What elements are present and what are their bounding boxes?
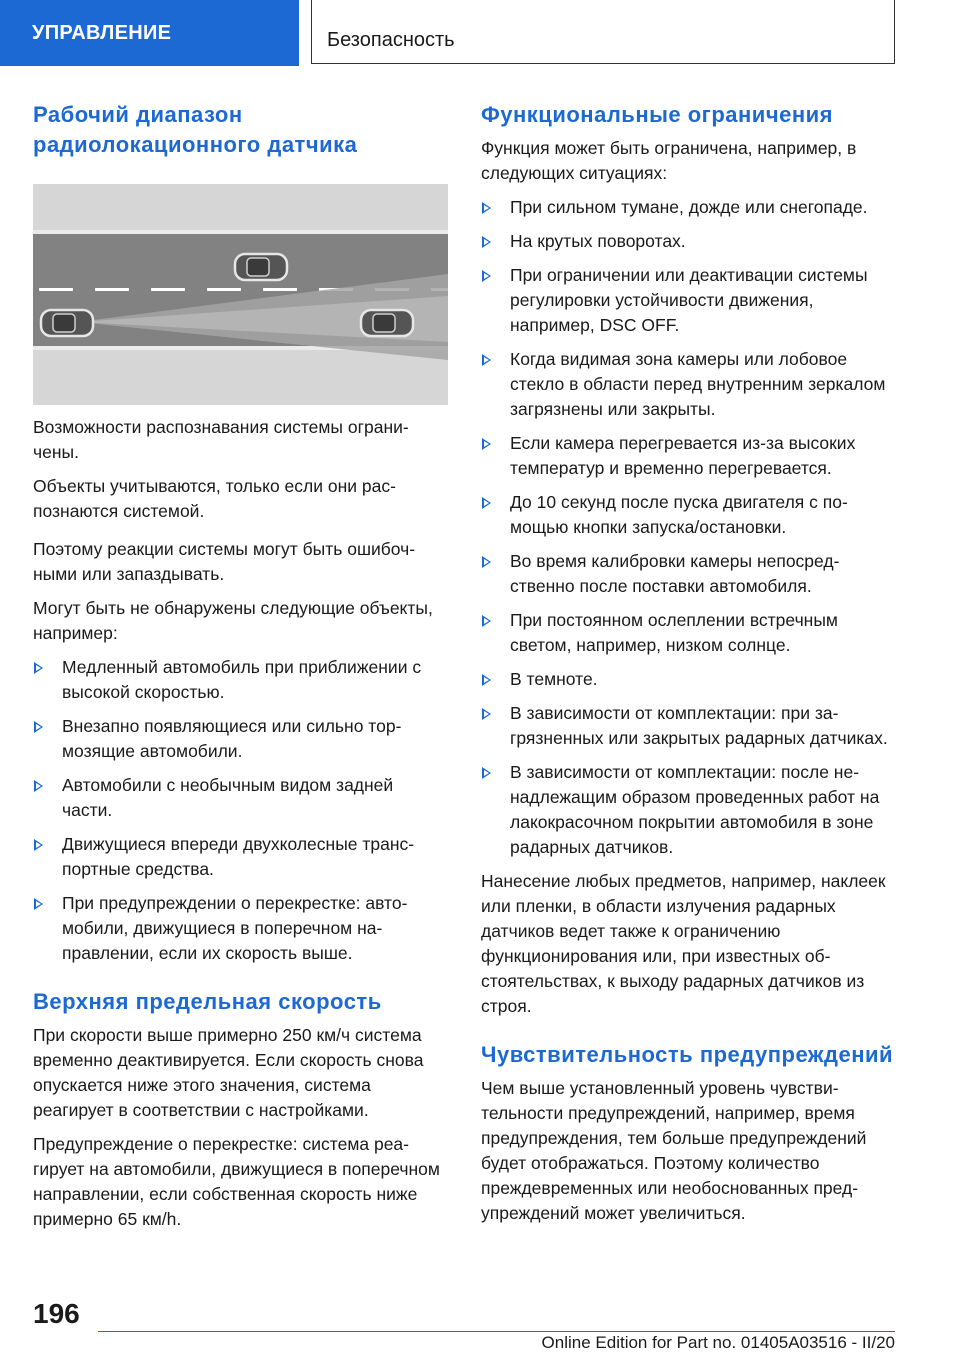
- triangle-bullet-icon: [482, 556, 491, 568]
- list-item-text: В зависимости от комплектации: при загрязненных или закрытых радарных датчиках.: [510, 703, 888, 748]
- list-item: [33, 832, 448, 882]
- paragraph: Возможности распознавания системы ограничены.: [33, 417, 409, 462]
- heading-warning-sensitivity: Чувствительность предупреждений: [481, 1042, 894, 1067]
- list-item-text: Движущиеся впереди двухколесные транспортные средства.: [62, 834, 415, 879]
- list-item: [33, 891, 448, 966]
- list-item-text: Когда видимая зона камеры или лобовое стекло в области перед внутренним зеркалом загрязнены или закрыты.: [510, 349, 886, 419]
- list-item: [33, 655, 448, 705]
- function-limits-list: [481, 195, 896, 860]
- list-item: [33, 714, 448, 764]
- list-item: [481, 701, 896, 751]
- list-item-text: В зависимости от комплектации: после ненадлежащим образом проведенных работ на лакокрасочном покрытии автомобиля в зоне радарных датчиков.: [510, 762, 880, 857]
- list-item: [481, 667, 896, 692]
- page-number: 196: [33, 1298, 80, 1329]
- triangle-bullet-icon: [482, 236, 491, 248]
- ego-car: [41, 310, 93, 336]
- subsection-title: Безопасность: [311, 0, 895, 64]
- footer-divider: [98, 1331, 895, 1332]
- car-ahead-same-lane: [361, 310, 413, 336]
- triangle-bullet-icon: [482, 674, 491, 686]
- list-item: [481, 431, 896, 481]
- list-item-text: Во время калибровки камеры непосредственно после поставки автомобиля.: [510, 551, 840, 596]
- paragraph: Функция может быть ограничена, например, в следующих ситуациях:: [481, 138, 857, 183]
- triangle-bullet-icon: [482, 708, 491, 720]
- list-item: [481, 263, 896, 338]
- car-ahead-adjacent-lane: [235, 254, 287, 280]
- list-item-text: Внезапно появляющиеся или сильно тормозящие автомобили.: [62, 716, 402, 761]
- list-item: [481, 549, 896, 599]
- paragraph: Чем выше установленный уровень чувствительности предупреждений, например, время предупреждения, тем больше предупреждений будет отображаться. Поэтому количество преждевременных или необоснованных предупреждений может увеличиться.: [481, 1078, 867, 1223]
- paragraph: Предупреждение о перекрестке: система реагирует на автомобили, движущиеся в поперечном направлении, если собственная скорость ниже примерно 65 км/h.: [33, 1134, 440, 1229]
- list-item: [481, 195, 896, 220]
- triangle-bullet-icon: [34, 780, 43, 792]
- heading-function-limits: Функциональные ограничения: [481, 102, 833, 127]
- triangle-bullet-icon: [34, 839, 43, 851]
- triangle-bullet-icon: [482, 497, 491, 509]
- list-item-text: При предупреждении о перекрестке: автомобили, движущиеся в поперечном направлении, если их скорость выше.: [62, 893, 408, 963]
- list-item-text: Если камера перегревается из-за высоких температур и временно перегревается.: [510, 433, 856, 478]
- list-item: [481, 608, 896, 658]
- list-item: [33, 773, 448, 823]
- section-tab: УПРАВЛЕНИЕ: [0, 0, 299, 66]
- heading-upper-speed-limit: Верхняя предельная скорость: [33, 989, 382, 1014]
- paragraph: Объекты учитываются, только если они распознаются системой.: [33, 476, 396, 521]
- list-item-text: При ограничении или деактивации системы регулировки устойчивости движения, например, DSC OFF.: [510, 265, 868, 335]
- left-column: [33, 100, 448, 1232]
- list-item-text: На крутых поворотах.: [510, 231, 686, 251]
- triangle-bullet-icon: [482, 767, 491, 779]
- triangle-bullet-icon: [34, 721, 43, 733]
- list-item-text: При сильном тумане, дожде или снегопаде.: [510, 197, 868, 217]
- list-item: [481, 347, 896, 422]
- right-column: [481, 100, 896, 1226]
- triangle-bullet-icon: [482, 438, 491, 450]
- paragraph: Могут быть не обнаружены следующие объекты, например:: [33, 598, 433, 643]
- list-item-text: При постоянном ослеплении встречным светом, например, низком солнце.: [510, 610, 838, 655]
- list-item-text: До 10 секунд после пуска двигателя с помощью кнопки запуска/остановки.: [510, 492, 848, 537]
- list-item: [481, 760, 896, 860]
- list-item: [481, 490, 896, 540]
- list-item-text: Автомобили с необычным видом задней части.: [62, 775, 394, 820]
- undetected-objects-list: [33, 655, 448, 966]
- triangle-bullet-icon: [482, 270, 491, 282]
- heading-sensor-range: Рабочий диапазон радиолокационного датчика: [33, 102, 358, 157]
- triangle-bullet-icon: [482, 615, 491, 627]
- footer-edition: Online Edition for Part no. 01405A03516 - II/20: [541, 1333, 895, 1352]
- triangle-bullet-icon: [482, 202, 491, 214]
- paragraph: Нанесение любых предметов, например, наклеек или пленки, в области излучения радарных датчиков ведет также к ограничению функционирования или, при известных обстоятельствах, к выходу радарных датчиков из строя.: [481, 871, 886, 1016]
- paragraph: При скорости выше примерно 250 км/ч система временно деактивируется. Если скорость снова опускается ниже этого значения, система реагирует в соответствии с настройками.: [33, 1025, 424, 1120]
- list-item: [481, 229, 896, 254]
- list-item-text: В темноте.: [510, 669, 598, 689]
- triangle-bullet-icon: [482, 354, 491, 366]
- radar-sensor-range-figure: [33, 184, 448, 405]
- paragraph: Поэтому реакции системы могут быть ошибочными или запаздывать.: [33, 539, 416, 584]
- triangle-bullet-icon: [34, 662, 43, 674]
- list-item-text: Медленный автомобиль при приближении с высокой скоростью.: [62, 657, 422, 702]
- triangle-bullet-icon: [34, 898, 43, 910]
